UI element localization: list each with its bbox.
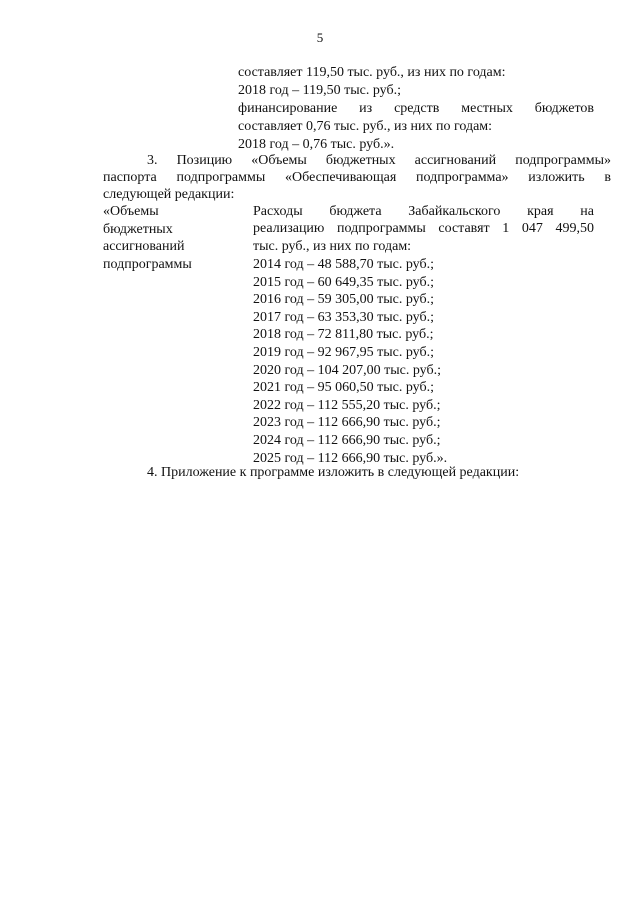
left-line-2: бюджетных xyxy=(103,221,173,237)
intro-line-1: составляет 119,50 тыс. руб., из них по годам: xyxy=(238,65,506,80)
year-list xyxy=(253,256,447,467)
item4-line: 4. Приложение к программе изложить в следующей редакции: xyxy=(147,465,520,480)
left-line-3: ассигнований xyxy=(103,239,185,255)
item3-line-2: паспорта подпрограммы «Обеспечивающая подпрограмма» изложить в xyxy=(103,170,611,185)
right-line-1: Расходы бюджета Забайкальского края на xyxy=(253,204,594,219)
item3-line-1: 3. Позицию «Объемы бюджетных ассигнований подпрограммы» xyxy=(147,153,611,168)
left-line-4: подпрограммы xyxy=(103,256,192,272)
year-item: 2024 год – 112 666,90 тыс. руб.; xyxy=(253,432,441,448)
left-line-1: «Объемы xyxy=(103,204,159,219)
intro-line-3: финансирование из средств местных бюджетов xyxy=(238,101,594,116)
year-item: 2016 год – 59 305,00 тыс. руб.; xyxy=(253,292,434,308)
intro-line-4: составляет 0,76 тыс. руб., из них по годам: xyxy=(238,119,493,134)
year-item: 2021 год – 95 060,50 тыс. руб.; xyxy=(253,380,434,396)
year-item: 2018 год – 72 811,80 тыс. руб.; xyxy=(253,327,434,343)
table-left-column xyxy=(103,203,238,273)
year-item: 2020 год – 104 207,00 тыс. руб.; xyxy=(253,362,441,378)
right-line-3: тыс. руб., из них по годам: xyxy=(253,239,412,254)
year-item: 2025 год – 112 666,90 тыс. руб.». xyxy=(253,450,448,466)
year-item: 2023 год – 112 666,90 тыс. руб.; xyxy=(253,415,441,431)
year-item: 2022 год – 112 555,20 тыс. руб.; xyxy=(253,397,441,413)
right-line-2: реализацию подпрограммы составят 1 047 499,50 xyxy=(253,221,594,236)
item3-line-3: следующей редакции: xyxy=(103,187,235,202)
year-item: 2019 год – 92 967,95 тыс. руб.; xyxy=(253,344,434,360)
page-number: 5 xyxy=(316,30,324,45)
year-item: 2014 год – 48 588,70 тыс. руб.; xyxy=(253,257,434,272)
intro-line-2: 2018 год – 119,50 тыс. руб.; xyxy=(238,83,401,98)
intro-line-5: 2018 год – 0,76 тыс. руб.». xyxy=(238,137,395,152)
year-item: 2017 год – 63 353,30 тыс. руб.; xyxy=(253,309,434,325)
year-item: 2015 год – 60 649,35 тыс. руб.; xyxy=(253,274,434,290)
